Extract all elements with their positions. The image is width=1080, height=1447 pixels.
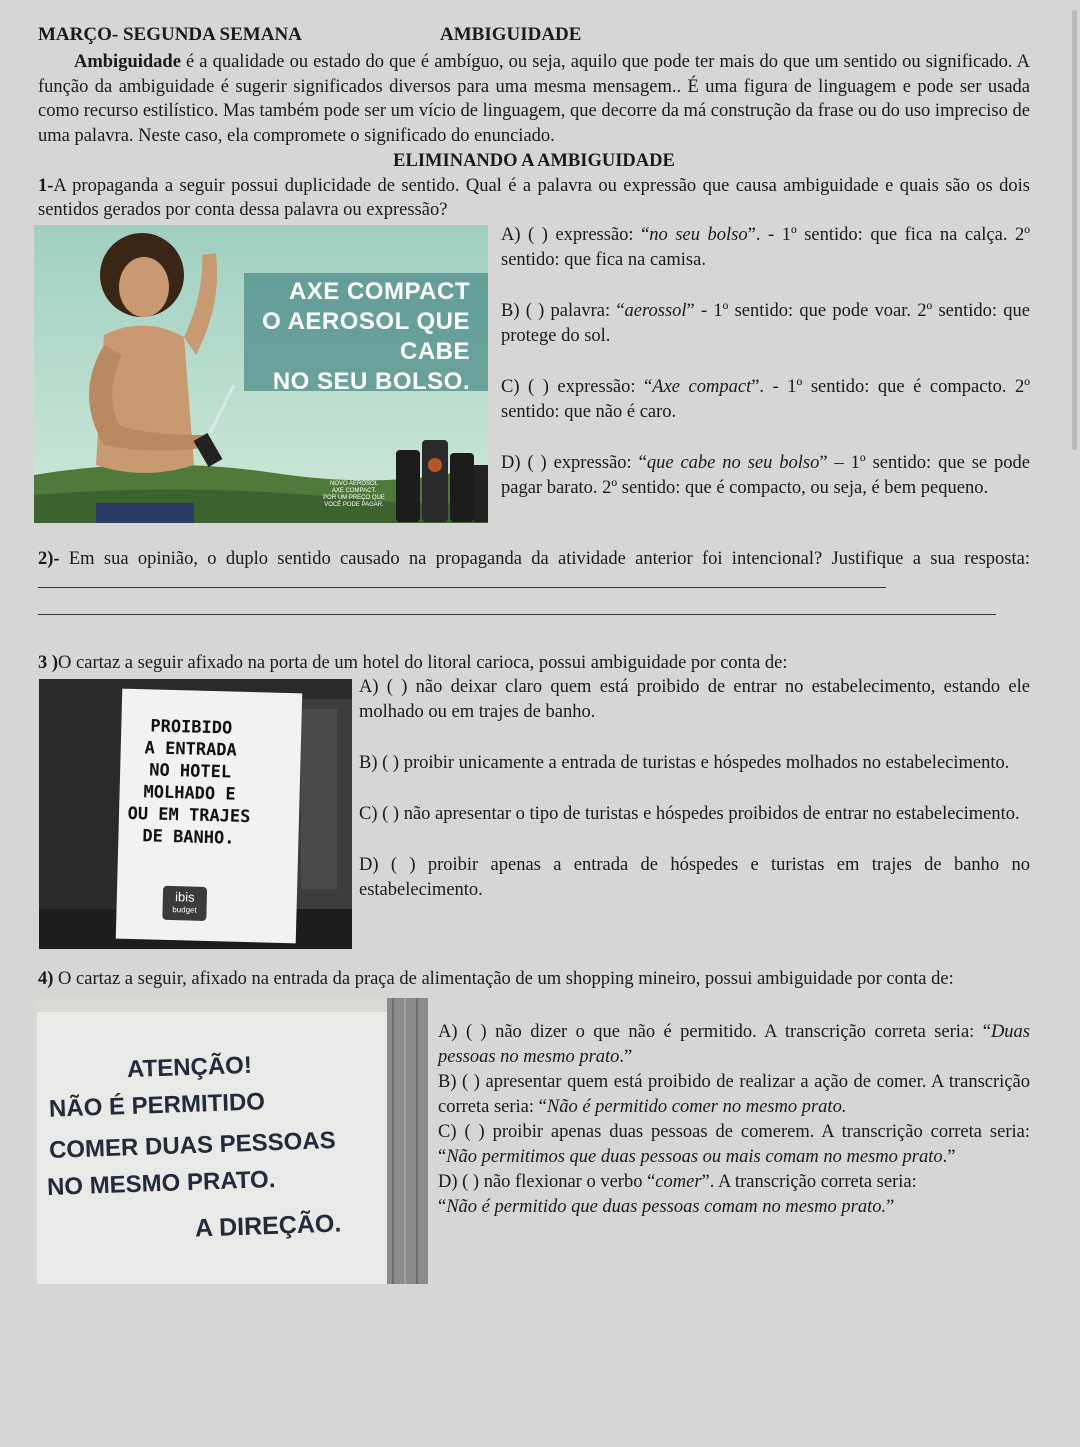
q4-option-b[interactable] xyxy=(438,1070,1030,1120)
mall-sign-line-4: NO MESMO PRATO. xyxy=(46,1165,276,1201)
q2-answer-line-2[interactable] xyxy=(38,602,996,615)
q1-a-post: ”. - 1º sentido: que fica na calça. 2º sentido: que fica na camisa. xyxy=(501,224,1030,270)
ibis-logo-text: ibis xyxy=(174,889,195,905)
hotel-sign-paper xyxy=(116,689,302,944)
document-page xyxy=(38,24,1030,1292)
ad-headline xyxy=(248,277,470,397)
sign-line-2: A ENTRADA xyxy=(144,738,238,761)
q4-d2-pre: “ xyxy=(438,1196,447,1217)
q4-block xyxy=(38,992,1030,1292)
q4-c-italic: Não permitimos que duas pessoas ou mais comam no mesmo prato xyxy=(446,1146,943,1167)
mall-sign-line-5: A DIREÇÃO. xyxy=(194,1208,342,1243)
q4-a-italic: Duas pessoas no mesmo prato xyxy=(438,1021,1030,1067)
q4-text xyxy=(38,967,1030,992)
mall-sign-image xyxy=(37,998,428,1284)
intro-bold: Ambiguidade xyxy=(74,52,181,72)
ad-small-1: NOVO AEROSOL xyxy=(329,480,378,487)
q3-number: 3 ) xyxy=(38,652,59,673)
q4-d-italic: comer xyxy=(655,1171,702,1192)
q1-d-pre: D) ( ) expressão: “ xyxy=(501,452,647,473)
intro-text: é a qualidade ou estado do que é ambíguo, ou seja, aquilo que pode ter mais do que um sentido ou significado. A função da ambiguidade é sugerir significados diversos para uma mesma mensagem.. É uma figura de linguagem e pode ser usada como recurso estilístico. Mas também pode ser um vício de linguagem, que decorre da má construção da frase ou do uso impreciso de uma palavra. Neste caso, ela compromete o significado do enunciado. xyxy=(38,52,1030,146)
q1-number: 1- xyxy=(38,175,54,196)
q1-b-italic: aerossol xyxy=(624,300,687,321)
ad-small-print xyxy=(314,481,394,509)
q4-d2-post: ” xyxy=(886,1196,895,1217)
q4-prompt: O cartaz a seguir, afixado na entrada da praça de alimentação de um shopping mineiro, possui ambiguidade por conta de: xyxy=(53,969,954,989)
q1-a-italic: no seu bolso xyxy=(649,224,748,245)
q4-c-pre: C) ( ) proibir apenas duas pessoas de comerem. A transcrição correta seria: “ xyxy=(438,1121,1030,1167)
q3-option-d[interactable]: D) ( ) proibir apenas a entrada de hóspedes e turistas em trajes de banho no estabelecimento. xyxy=(359,855,1030,900)
q1-prompt: A propaganda a seguir possui duplicidade de sentido. Qual é a palavra ou expressão que causa ambiguidade e quais são os dois sentidos gerados por conta dessa palavra ou expressão? xyxy=(38,175,1030,220)
q3-option-b[interactable]: B) ( ) proibir unicamente a entrada de turistas e hóspedes molhados no estabelecimento. xyxy=(359,753,1010,773)
q1-text xyxy=(38,174,1030,223)
ad-line-1: AXE COMPACT xyxy=(288,277,470,305)
sign-line-1: PROIBIDO xyxy=(150,716,233,739)
ad-line-2: O AEROSOL QUE CABE xyxy=(262,307,470,365)
axe-ad-image xyxy=(34,225,488,523)
q3-option-c[interactable]: C) ( ) não apresentar o tipo de turistas e hóspedes proibidos de entrar no estabelecimento. xyxy=(359,804,1020,824)
q1-option-d[interactable] xyxy=(501,451,1030,501)
q1-c-post: ”. - 1º sentido: que é compacto. 2º sentido: que não é caro. xyxy=(501,376,1030,422)
q1-b-pre: B) ( ) palavra: “ xyxy=(501,300,625,321)
sign-line-4: MOLHADO E xyxy=(143,782,236,805)
ibis-logo xyxy=(162,886,207,921)
q4-c-post: .” xyxy=(942,1146,956,1167)
q1-a-pre: A) ( ) expressão: “ xyxy=(501,224,650,245)
q4-b-pre: B) ( ) apresentar quem está proibido de realizar a ação de comer. A transcrição correta seria: “ xyxy=(438,1071,1030,1117)
ad-small-3: POR UM PREÇO QUE xyxy=(323,494,385,501)
q3-text xyxy=(38,651,1030,676)
hotel-sign-text xyxy=(118,715,261,851)
q4-option-d[interactable] xyxy=(438,1170,1030,1220)
q1-c-italic: Axe compact xyxy=(652,376,752,397)
q2-text xyxy=(38,547,1030,596)
q3-block xyxy=(38,675,1030,967)
q2-prompt: Em sua opinião, o duplo sentido causado na propaganda da atividade anterior foi intencional? Justifique a sua resposta: xyxy=(59,548,1030,569)
q3-prompt: O cartaz a seguir afixado na porta de um hotel do litoral carioca, possui ambiguidade por conta de: xyxy=(58,652,788,673)
q4-a-pre: A) ( ) não dizer o que não é permitido. A transcrição correta seria: “ xyxy=(438,1021,991,1042)
q1-option-a[interactable] xyxy=(501,223,1030,273)
q1-options xyxy=(501,223,1030,501)
q4-number: 4) xyxy=(38,969,54,989)
ad-small-4: VOCÊ PODE PAGAR. xyxy=(324,501,384,508)
ibis-logo-sub: budget xyxy=(172,905,197,915)
q4-option-a[interactable] xyxy=(438,1020,1030,1070)
q4-d2-italic: Não é permitido que duas pessoas comam no mesmo prato. xyxy=(446,1196,887,1217)
hotel-sign-image xyxy=(39,679,352,949)
q4-d-post: ”. A transcrição correta seria: xyxy=(701,1171,917,1192)
q2-number: 2)- xyxy=(38,548,60,569)
header-title: AMBIGUIDADE xyxy=(440,24,582,45)
q1-d-italic: que cabe no seu bolso xyxy=(646,452,820,473)
sign-line-6: DE BANHO. xyxy=(142,826,235,849)
mall-sign-line-1: ATENÇÃO! xyxy=(126,1051,253,1083)
q3-option-a[interactable]: A) ( ) não deixar claro quem está proibido de entrar no estabelecimento, estando ele molhado ou em trajes de banho. xyxy=(359,677,1030,722)
q1-c-pre: C) ( ) expressão: “ xyxy=(501,376,653,397)
mall-sign-line-3: COMER DUAS PESSOAS xyxy=(48,1126,337,1164)
q4-options xyxy=(438,1020,1030,1220)
q4-a-post: .” xyxy=(619,1046,633,1067)
sign-line-5: OU EM TRAJES xyxy=(127,803,251,828)
q1-option-b[interactable] xyxy=(501,299,1030,349)
q1-option-c[interactable] xyxy=(501,375,1030,425)
ad-line-3: NO SEU BOLSO. xyxy=(272,367,470,395)
page-header xyxy=(38,24,1030,50)
ad-small-2: AXE COMPACT. xyxy=(331,487,377,494)
q4-d-pre: D) ( ) não flexionar o verbo “ xyxy=(438,1171,656,1192)
q1-b-post: ” - 1º sentido: que pode voar. 2º sentido: que protege do sol. xyxy=(501,300,1030,346)
intro-paragraph xyxy=(38,50,1030,148)
sign-line-3: NO HOTEL xyxy=(148,760,232,783)
scrollbar[interactable] xyxy=(1072,10,1077,450)
q2-answer-line-1[interactable] xyxy=(38,587,886,588)
section-title: ELIMINANDO A AMBIGUIDADE xyxy=(393,151,675,171)
q3-options xyxy=(359,675,1030,903)
q1-d-post: ” – 1º sentido: que se pode pagar barato. 2º sentido: que é compacto, ou seja, é bem pequeno. xyxy=(501,452,1030,498)
header-left: MARÇO- SEGUNDA SEMANA xyxy=(38,24,302,45)
q1-block xyxy=(38,223,1030,527)
q4-b-italic: Não é permitido comer no mesmo prato. xyxy=(546,1096,847,1117)
mall-sign-line-2: NÃO É PERMITIDO xyxy=(48,1087,266,1123)
q4-option-c[interactable] xyxy=(438,1120,1030,1170)
